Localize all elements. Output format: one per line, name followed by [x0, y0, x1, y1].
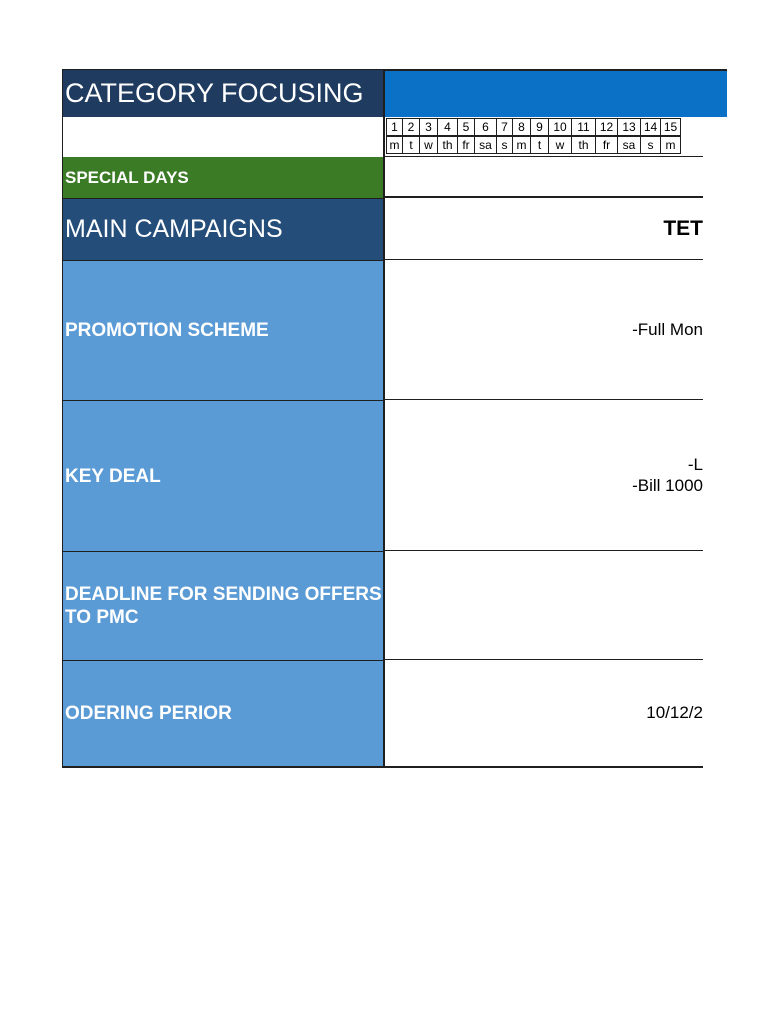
calendar-day-cell[interactable]: 4 — [437, 118, 458, 136]
calendar-weekday-cell[interactable]: fr — [457, 136, 475, 154]
calendar-day-cell[interactable]: 8 — [512, 118, 531, 136]
calendar-day-cell[interactable]: 9 — [530, 118, 549, 136]
calendar-weekday-cell[interactable]: s — [496, 136, 513, 154]
calendar-weekday-cell[interactable]: w — [419, 136, 438, 154]
calendar-weekday-cell[interactable]: sa — [617, 136, 641, 154]
calendar-weekday-cell[interactable]: t — [530, 136, 549, 154]
calendar-day-cell[interactable]: 2 — [402, 118, 420, 136]
ordering-period-label — [62, 660, 385, 768]
category-focusing-text: CATEGORY FOCUSING — [65, 78, 364, 108]
key-deal-line-2: -Bill 1000 — [632, 476, 703, 495]
calendar-day-cell[interactable]: 15 — [660, 118, 681, 136]
calendar-day-cell[interactable]: 1 — [386, 118, 403, 136]
ordering-period-text: ODERING PERIOR — [65, 703, 232, 724]
promotion-scheme-label — [62, 260, 385, 400]
calendar-weekday-cell[interactable]: th — [571, 136, 596, 154]
main-campaigns-text: MAIN CAMPAIGNS — [65, 215, 283, 243]
ordering-period-value[interactable] — [385, 660, 703, 768]
key-deal-line-1: -L — [687, 455, 703, 474]
calendar-day-cell[interactable]: 14 — [640, 118, 661, 136]
calendar-day-cell[interactable]: 6 — [474, 118, 497, 136]
main-campaigns-label — [62, 198, 385, 260]
promotion-scheme-value[interactable] — [385, 260, 703, 400]
calendar-weekday-cell[interactable]: fr — [595, 136, 618, 154]
calendar-weekday-cell[interactable]: w — [548, 136, 572, 154]
deadline-text: DEADLINE FOR SENDING OFFERS TO PMC — [65, 584, 382, 628]
calendar-weekday-cell[interactable]: m — [386, 136, 403, 154]
calendar-strip — [385, 117, 703, 157]
calendar-day-cell[interactable]: 5 — [457, 118, 475, 136]
main-campaigns-value[interactable] — [385, 198, 703, 260]
special-days-label — [62, 157, 385, 198]
key-deal-text: KEY DEAL — [65, 465, 161, 487]
calendar-weekday-cell[interactable]: th — [437, 136, 458, 154]
calendar-day-cell[interactable]: 7 — [496, 118, 513, 136]
key-deal-label — [62, 400, 385, 551]
calendar-day-cell[interactable]: 10 — [548, 118, 572, 136]
deadline-label — [62, 551, 385, 660]
special-days-value[interactable] — [385, 157, 703, 198]
calendar-weekdays — [387, 136, 681, 154]
calendar-weekday-cell[interactable]: t — [402, 136, 420, 154]
special-days-text: SPECIAL DAYS — [65, 168, 189, 187]
key-deal-value[interactable] — [385, 400, 703, 551]
calendar-weekday-cell[interactable]: sa — [474, 136, 497, 154]
ordering-period-value-text: 10/12/2 — [646, 703, 703, 722]
calendar-weekday-cell[interactable]: s — [640, 136, 661, 154]
calendar-day-cell[interactable]: 11 — [571, 118, 596, 136]
promotion-scheme-text: PROMOTION SCHEME — [65, 320, 269, 341]
calendar-weekday-cell[interactable]: m — [512, 136, 531, 154]
main-campaigns-value-text: TET — [663, 216, 703, 240]
calendar-weekday-cell[interactable]: m — [660, 136, 681, 154]
deadline-value[interactable] — [385, 551, 703, 660]
calendar-day-cell[interactable]: 12 — [595, 118, 618, 136]
category-focusing-title — [62, 69, 385, 117]
calendar-day-cell[interactable]: 3 — [419, 118, 438, 136]
calendar-day-numbers — [387, 118, 681, 136]
promotion-scheme-value-text: -Full Mon — [632, 319, 703, 339]
calendar-day-cell[interactable]: 13 — [617, 118, 641, 136]
blue-header-banner — [385, 69, 727, 117]
blank-header-cell — [62, 117, 385, 157]
